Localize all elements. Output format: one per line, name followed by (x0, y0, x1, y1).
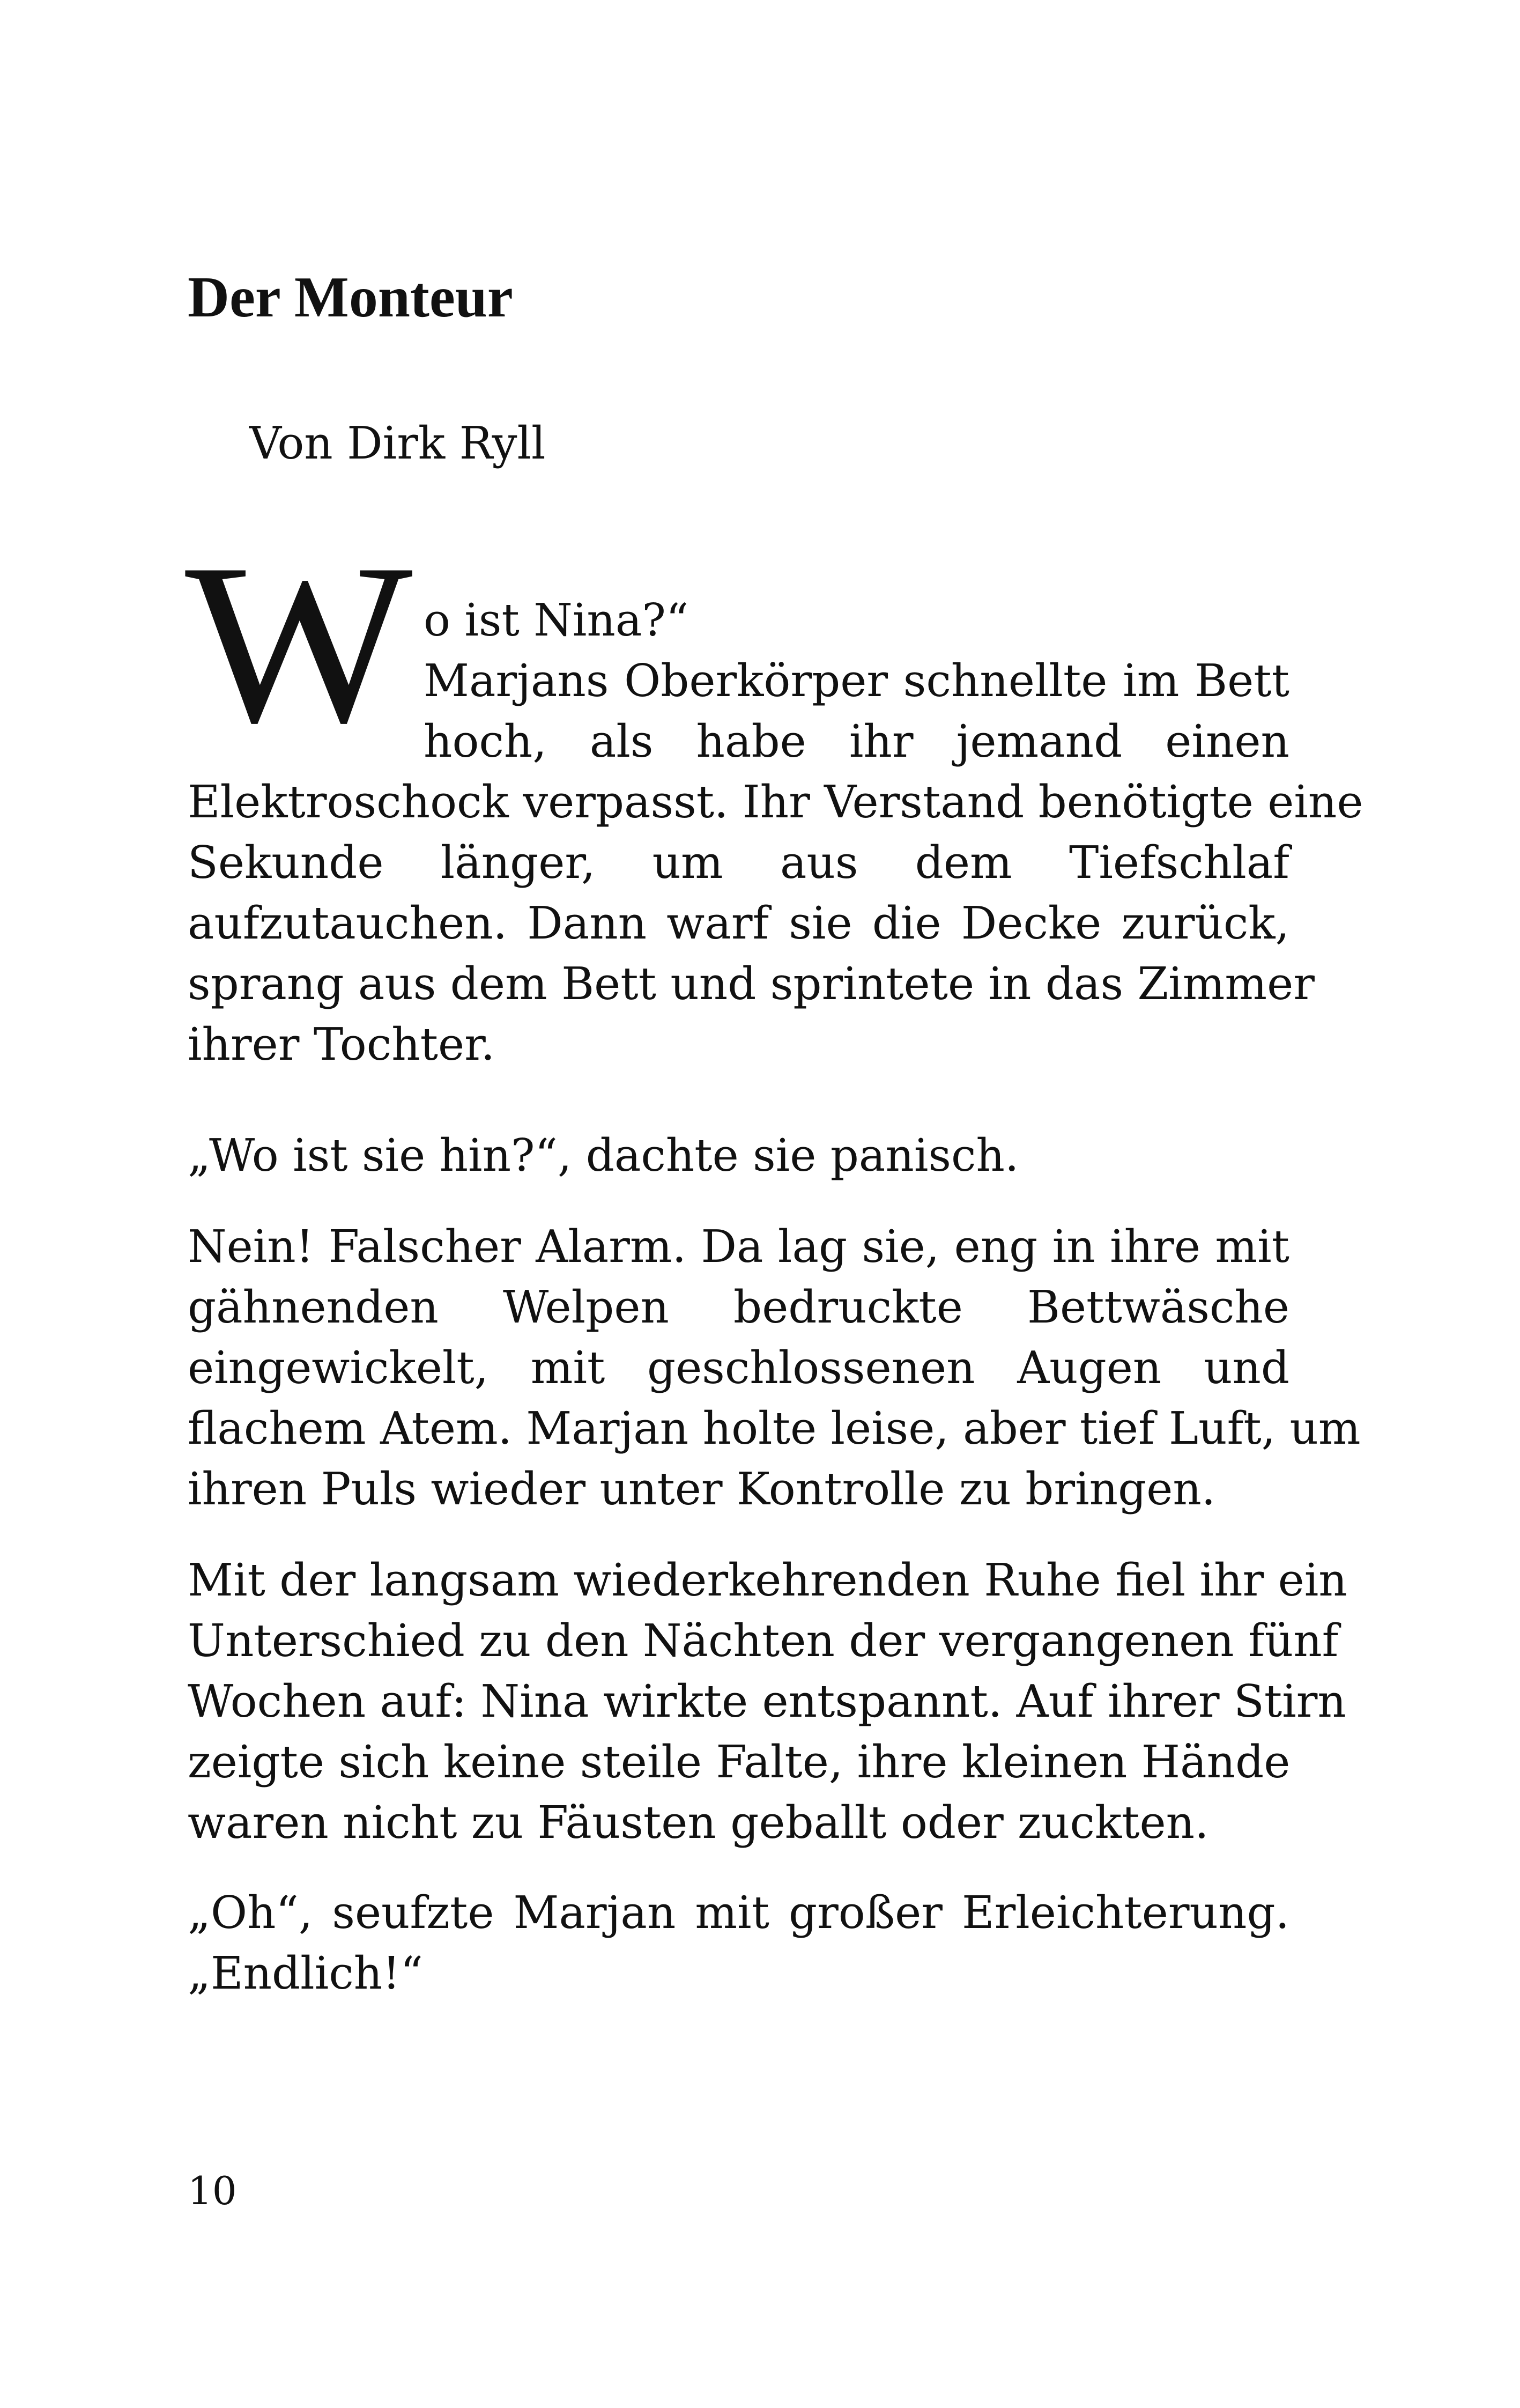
text-line: Marjans Oberkörper schnellte im Bett (424, 655, 1289, 707)
paragraph-2 (188, 1125, 1289, 1186)
paragraph-1 (188, 590, 1363, 1075)
paragraph-4 (188, 1550, 1347, 1853)
text-line: sprang aus dem Bett und sprintete in das Zimmer (188, 958, 1315, 1010)
paragraph-3 (188, 1216, 1361, 1519)
text-line: Mit der langsam wiederkehrenden Ruhe fiel ihr ein (188, 1554, 1347, 1606)
text-line: Nein! Falscher Alarm. Da lag sie, eng in ihre mit (188, 1221, 1289, 1273)
text-line: „Endlich!“ (188, 1947, 423, 1999)
text-line: eingewickelt, mit geschlossenen Augen und (188, 1342, 1289, 1394)
text-line: zeigte sich keine steile Falte, ihre kleinen Hände (188, 1736, 1291, 1788)
author-byline: Von Dirk Ryll (249, 417, 546, 469)
text-line: Unterschied zu den Nächten der vergangenen fünf (188, 1615, 1339, 1667)
text-line: waren nicht zu Fäusten geballt oder zuckten. (188, 1797, 1209, 1849)
text-line: „Oh“, seufzte Marjan mit großer Erleichterung. (188, 1887, 1289, 1939)
text-line: aufzutauchen. Dann warf sie die Decke zurück, (188, 897, 1289, 949)
text-line: flachem Atem. Marjan holte leise, aber tief Luft, um (188, 1402, 1361, 1454)
text-line: gähnenden Welpen bedruckte Bettwäsche (188, 1281, 1289, 1333)
text-line: „Wo ist sie hin?“, dachte sie panisch. (188, 1129, 1019, 1181)
page-number: 10 (188, 2168, 237, 2213)
paragraph-5 (188, 1882, 1289, 2004)
text-line: Elektroschock verpasst. Ihr Verstand benötigte eine (188, 776, 1363, 828)
text-line: Sekunde länger, um aus dem Tiefschlaf (188, 837, 1289, 889)
text-line: o ist Nina?“ (424, 594, 689, 646)
text-line: Wochen auf: Nina wirkte entspannt. Auf ihrer Stirn (188, 1675, 1346, 1727)
text-line: ihren Puls wieder unter Kontrolle zu bringen. (188, 1463, 1216, 1515)
text-line: hoch, als habe ihr jemand einen (424, 715, 1289, 767)
chapter-title: Der Monteur (188, 265, 513, 329)
drop-cap: W (185, 516, 413, 771)
text-line: ihrer Tochter. (188, 1018, 495, 1070)
